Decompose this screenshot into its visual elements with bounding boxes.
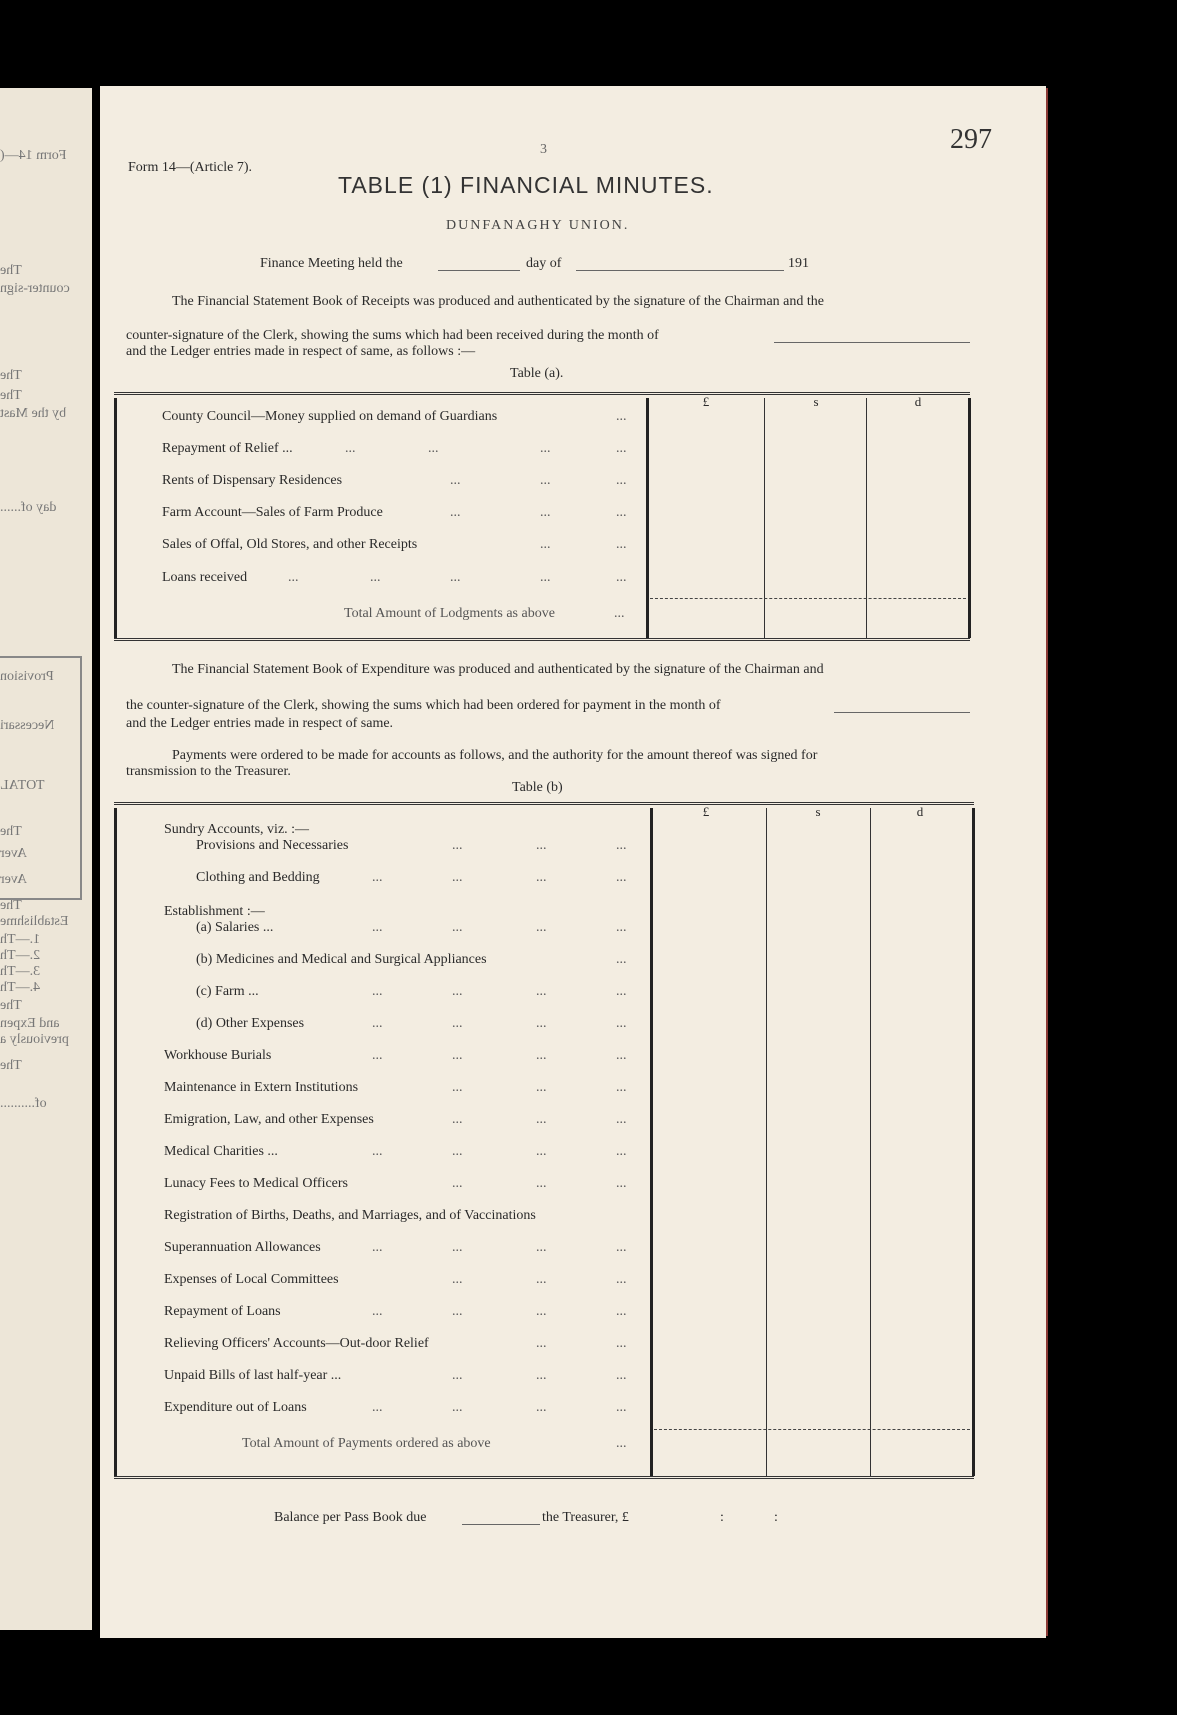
leader-dots: ... bbox=[536, 1336, 547, 1351]
table-b-col-pounds: £ bbox=[702, 804, 710, 819]
leader-dots: ... bbox=[452, 1176, 463, 1191]
leader-dots: ... bbox=[370, 570, 381, 585]
leader-dots: ... bbox=[616, 1016, 627, 1031]
leader-dots: ... bbox=[372, 1304, 383, 1319]
union-name: DUNFANAGHY UNION. bbox=[446, 218, 630, 233]
page-number: 297 bbox=[950, 124, 992, 155]
leader-dots: ... bbox=[616, 838, 627, 853]
payments-para-line1: Payments were ordered to be made for accounts as follows, and the authority for the amount thereof was signed for bbox=[172, 748, 818, 763]
leader-dots: ... bbox=[536, 1176, 547, 1191]
table-b-row: Superannuation Allowances bbox=[164, 1240, 321, 1255]
leader-dots: ... bbox=[452, 1368, 463, 1383]
table-b-caption: Table (b) bbox=[512, 780, 563, 795]
leader-dots: ... bbox=[616, 1304, 627, 1319]
balance-due-field[interactable] bbox=[462, 1524, 540, 1525]
leader-dots: ... bbox=[450, 473, 461, 488]
small-number: 3 bbox=[540, 142, 547, 157]
table-a-row: Loans received bbox=[162, 570, 248, 585]
leader-dots: ... bbox=[616, 505, 627, 520]
left-fragment: Establishme bbox=[0, 914, 69, 929]
expenditure-para-line2: the counter-signature of the Clerk, showing the sums which had been ordered for payment in the month of bbox=[126, 698, 721, 713]
expenditure-para-line1: The Financial Statement Book of Expenditure was produced and authenticated by the signature of the Chairman and bbox=[172, 662, 824, 677]
leader-dots: ... bbox=[536, 1048, 547, 1063]
leader-dots: ... bbox=[536, 1400, 547, 1415]
leader-dots: ... bbox=[452, 1048, 463, 1063]
left-fragment: The bbox=[0, 388, 22, 403]
leader-dots: ... bbox=[614, 606, 625, 621]
leader-dots: ... bbox=[345, 441, 356, 456]
leader-dots: ... bbox=[536, 1368, 547, 1383]
balance-colon: : bbox=[720, 1510, 724, 1525]
left-fragment: and Expen bbox=[0, 1016, 60, 1031]
leader-dots: ... bbox=[452, 1112, 463, 1127]
leader-dots: ... bbox=[540, 441, 551, 456]
table-b-row: Expenses of Local Committees bbox=[164, 1272, 339, 1287]
left-fragment: The bbox=[0, 1058, 22, 1073]
left-fragment: 1.—Th bbox=[0, 932, 41, 947]
left-fragment: 4.—Th bbox=[0, 980, 41, 995]
leader-dots: ... bbox=[536, 984, 547, 999]
left-fragment: by the Mast bbox=[0, 406, 67, 421]
leader-dots: ... bbox=[452, 1400, 463, 1415]
table-a-col-pence: d bbox=[914, 394, 922, 409]
table-a-caption: Table (a). bbox=[510, 366, 564, 381]
table-b-total-label: Total Amount of Payments ordered as above bbox=[242, 1436, 491, 1451]
leader-dots: ... bbox=[616, 1144, 627, 1159]
table-b-row: (b) Medicines and Medical and Surgical Appliances bbox=[196, 952, 487, 967]
leader-dots: ... bbox=[616, 1368, 627, 1383]
receipts-para-line3: and the Ledger entries made in respect of same, as follows :— bbox=[126, 344, 476, 359]
receipts-para-line2: counter-signature of the Clerk, showing the sums which had been received during the month of bbox=[126, 328, 659, 343]
table-b-row: (c) Farm ... bbox=[196, 984, 259, 999]
leader-dots: ... bbox=[616, 984, 627, 999]
leader-dots: ... bbox=[616, 1176, 627, 1191]
leader-dots: ... bbox=[536, 838, 547, 853]
table-b-row: (a) Salaries ... bbox=[196, 920, 274, 935]
table-b-col-pence: d bbox=[916, 804, 924, 819]
table-a-col-shillings: s bbox=[813, 394, 819, 409]
table-b-row: Relieving Officers' Accounts—Out-door Relief bbox=[164, 1336, 429, 1351]
leader-dots: ... bbox=[288, 570, 299, 585]
left-fragment: The bbox=[0, 824, 22, 839]
receipts-month-field[interactable] bbox=[774, 342, 970, 343]
table-b-row: Establishment :— bbox=[164, 904, 265, 919]
balance-treasurer: the Treasurer, £ bbox=[542, 1510, 629, 1525]
leader-dots: ... bbox=[616, 441, 627, 456]
leader-dots: ... bbox=[372, 1144, 383, 1159]
leader-dots: ... bbox=[616, 1400, 627, 1415]
leader-dots: ... bbox=[452, 984, 463, 999]
table-b-row: Emigration, Law, and other Expenses bbox=[164, 1112, 374, 1127]
table-b-row: Maintenance in Extern Institutions bbox=[164, 1080, 359, 1095]
leader-dots: ... bbox=[616, 409, 627, 424]
left-fragment: Necessari bbox=[0, 718, 55, 733]
leader-dots: ... bbox=[540, 537, 551, 552]
leader-dots: ... bbox=[536, 1080, 547, 1095]
left-fragment: 3.—Th bbox=[0, 964, 41, 979]
leader-dots: ... bbox=[536, 920, 547, 935]
balance-colon: : bbox=[774, 1510, 778, 1525]
leader-dots: ... bbox=[616, 870, 627, 885]
left-fragment: day of...... bbox=[0, 500, 57, 515]
left-fragment: Form 14—( bbox=[0, 148, 67, 163]
leader-dots: ... bbox=[536, 1272, 547, 1287]
table-a-col-pounds: £ bbox=[702, 394, 710, 409]
meeting-prefix: Finance Meeting held the bbox=[260, 256, 403, 271]
leader-dots: ... bbox=[452, 1304, 463, 1319]
leader-dots: ... bbox=[452, 838, 463, 853]
leader-dots: ... bbox=[372, 1400, 383, 1415]
left-fragment: 2.—Th bbox=[0, 948, 41, 963]
meeting-day-field[interactable] bbox=[438, 270, 520, 271]
leader-dots: ... bbox=[540, 505, 551, 520]
leader-dots: ... bbox=[616, 537, 627, 552]
left-fragment: Aver bbox=[0, 872, 27, 887]
table-a-total-label: Total Amount of Lodgments as above bbox=[344, 606, 555, 621]
left-fragment: of.......... bbox=[0, 1096, 47, 1111]
leader-dots: ... bbox=[536, 1240, 547, 1255]
table-b-row: Provisions and Necessaries bbox=[196, 838, 349, 853]
leader-dots: ... bbox=[616, 952, 627, 967]
left-fragment: Provision bbox=[0, 669, 54, 684]
payments-para-line2: transmission to the Treasurer. bbox=[126, 764, 291, 779]
leader-dots: ... bbox=[616, 1048, 627, 1063]
leader-dots: ... bbox=[616, 1112, 627, 1127]
table-a-row: Sales of Offal, Old Stores, and other Receipts bbox=[162, 537, 418, 552]
leader-dots: ... bbox=[616, 1336, 627, 1351]
leader-dots: ... bbox=[428, 441, 439, 456]
leader-dots: ... bbox=[616, 920, 627, 935]
expenditure-month-field[interactable] bbox=[834, 712, 970, 713]
meeting-year: 191 bbox=[788, 256, 809, 271]
leader-dots: ... bbox=[450, 505, 461, 520]
left-fragment: The bbox=[0, 998, 22, 1013]
leader-dots: ... bbox=[450, 570, 461, 585]
leader-dots: ... bbox=[372, 1048, 383, 1063]
table-a-row: Rents of Dispensary Residences bbox=[162, 473, 343, 488]
leader-dots: ... bbox=[452, 870, 463, 885]
leader-dots: ... bbox=[452, 1080, 463, 1095]
leader-dots: ... bbox=[616, 1272, 627, 1287]
form-reference: Form 14—(Article 7). bbox=[128, 160, 253, 175]
table-b-row: Medical Charities ... bbox=[164, 1144, 278, 1159]
leader-dots: ... bbox=[372, 870, 383, 885]
leader-dots: ... bbox=[536, 1304, 547, 1319]
table-b-row: Repayment of Loans bbox=[164, 1304, 281, 1319]
table-b-row: Lunacy Fees to Medical Officers bbox=[164, 1176, 349, 1191]
leader-dots: ... bbox=[372, 1240, 383, 1255]
left-facing-page bbox=[0, 88, 92, 1630]
left-box bbox=[0, 656, 82, 900]
leader-dots: ... bbox=[616, 1080, 627, 1095]
table-b-col-shillings: s bbox=[815, 804, 821, 819]
left-fragment: TOTAL bbox=[0, 778, 45, 793]
expenditure-para-line3: and the Ledger entries made in respect of same. bbox=[126, 716, 394, 731]
leader-dots: ... bbox=[536, 870, 547, 885]
table-b-row: Registration of Births, Deaths, and Marriages, and of Vaccinations bbox=[164, 1208, 536, 1223]
leader-dots: ... bbox=[452, 920, 463, 935]
balance-prefix: Balance per Pass Book due bbox=[274, 1510, 427, 1525]
leader-dots: ... bbox=[536, 1112, 547, 1127]
leader-dots: ... bbox=[452, 1240, 463, 1255]
left-fragment: The bbox=[0, 368, 22, 383]
table-b-row: Expenditure out of Loans bbox=[164, 1400, 307, 1415]
leader-dots: ... bbox=[452, 1016, 463, 1031]
leader-dots: ... bbox=[452, 1272, 463, 1287]
table-b-row: (d) Other Expenses bbox=[196, 1016, 305, 1031]
leader-dots: ... bbox=[616, 473, 627, 488]
table-b-row: Workhouse Burials bbox=[164, 1048, 272, 1063]
meeting-day-of: day of bbox=[526, 256, 562, 271]
table-a-row: County Council—Money supplied on demand of Guardians bbox=[162, 409, 498, 424]
form-page bbox=[100, 86, 1046, 1638]
table-b-row: Unpaid Bills of last half-year ... bbox=[164, 1368, 342, 1383]
table-b-row: Sundry Accounts, viz. :— bbox=[164, 822, 310, 837]
left-fragment: Aver bbox=[0, 846, 27, 861]
leader-dots: ... bbox=[616, 1436, 627, 1451]
left-fragment: The bbox=[0, 263, 22, 278]
leader-dots: ... bbox=[536, 1016, 547, 1031]
leader-dots: ... bbox=[616, 1240, 627, 1255]
leader-dots: ... bbox=[372, 984, 383, 999]
left-fragment: previously a bbox=[0, 1032, 69, 1047]
leader-dots: ... bbox=[452, 1144, 463, 1159]
left-fragment: counter-sign bbox=[0, 281, 70, 296]
page-title: TABLE (1) FINANCIAL MINUTES. bbox=[338, 172, 714, 198]
table-b-row: Clothing and Bedding bbox=[196, 870, 320, 885]
leader-dots: ... bbox=[540, 570, 551, 585]
table-a-row: Farm Account—Sales of Farm Produce bbox=[162, 505, 383, 520]
receipts-para-line1: The Financial Statement Book of Receipts was produced and authenticated by the signature of the Chairman and the bbox=[172, 294, 824, 309]
leader-dots: ... bbox=[616, 570, 627, 585]
left-fragment: The bbox=[0, 898, 22, 913]
meeting-month-field[interactable] bbox=[576, 270, 784, 271]
leader-dots: ... bbox=[372, 920, 383, 935]
leader-dots: ... bbox=[372, 1016, 383, 1031]
leader-dots: ... bbox=[540, 473, 551, 488]
table-a-row: Repayment of Relief ... bbox=[162, 441, 293, 456]
leader-dots: ... bbox=[536, 1144, 547, 1159]
